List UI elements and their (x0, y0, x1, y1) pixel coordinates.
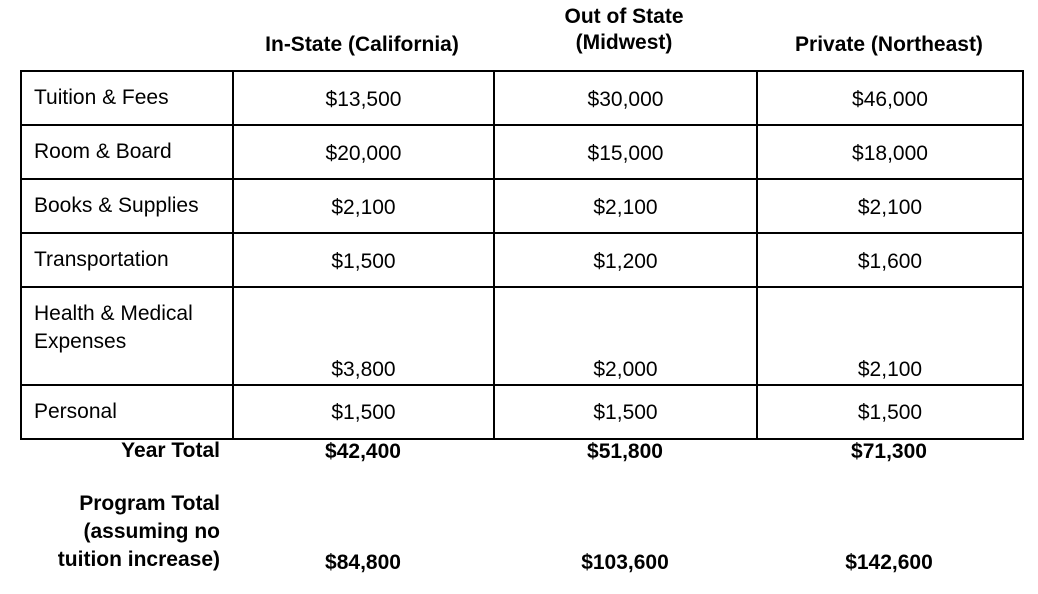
table-row (21, 385, 1023, 439)
program-total-value: $103,600 (581, 551, 669, 574)
cell-value: $1,500 (494, 385, 757, 439)
program-total-label (20, 490, 220, 574)
header-out-of-state-line2: (Midwest) (575, 31, 673, 54)
row-label-transportation: Transportation (21, 233, 233, 287)
cell-value: $2,000 (494, 287, 757, 385)
cell-value: $30,000 (494, 71, 757, 125)
row-label-health (21, 287, 233, 385)
header-out-of-state-line1: Out of State (564, 5, 684, 28)
row-label-health-line2: Expenses (34, 330, 127, 353)
cell-value: $18,000 (757, 125, 1023, 179)
row-label-personal: Personal (21, 385, 233, 439)
table-row (21, 233, 1023, 287)
cell-value: $20,000 (233, 125, 494, 179)
cell-value: $13,500 (233, 71, 494, 125)
header-private: Private (Northeast) (795, 33, 983, 56)
table-row (21, 71, 1023, 125)
year-total-value: $71,300 (851, 440, 927, 463)
cell-value: $2,100 (757, 287, 1023, 385)
program-total-label-line1: Program Total (79, 492, 220, 515)
header-out-of-state (493, 4, 755, 56)
row-label-health-line1: Health & Medical (34, 302, 193, 325)
row-label-books: Books & Supplies (21, 179, 233, 233)
cell-value: $1,500 (233, 385, 494, 439)
program-total-label-line3: tuition increase) (57, 548, 220, 571)
cell-value: $15,000 (494, 125, 757, 179)
cell-value: $2,100 (757, 179, 1023, 233)
table-row (21, 287, 1023, 385)
cell-value: $1,200 (494, 233, 757, 287)
cell-value: $2,100 (233, 179, 494, 233)
program-total-value: $142,600 (845, 551, 933, 574)
header-in-state: In-State (California) (265, 33, 459, 56)
row-label-tuition: Tuition & Fees (21, 71, 233, 125)
table-row (21, 125, 1023, 179)
cell-value: $2,100 (494, 179, 757, 233)
table-row (21, 179, 1023, 233)
program-total-value: $84,800 (325, 551, 401, 574)
cell-value: $46,000 (757, 71, 1023, 125)
cell-value: $1,500 (233, 233, 494, 287)
cost-table (20, 70, 1024, 440)
year-total-value: $42,400 (325, 440, 401, 463)
cell-value: $3,800 (233, 287, 494, 385)
row-label-room-board: Room & Board (21, 125, 233, 179)
year-total-value: $51,800 (587, 440, 663, 463)
year-total-label: Year Total (121, 439, 220, 462)
cell-value: $1,600 (757, 233, 1023, 287)
cell-value: $1,500 (757, 385, 1023, 439)
program-total-label-line2: (assuming no (83, 520, 220, 543)
